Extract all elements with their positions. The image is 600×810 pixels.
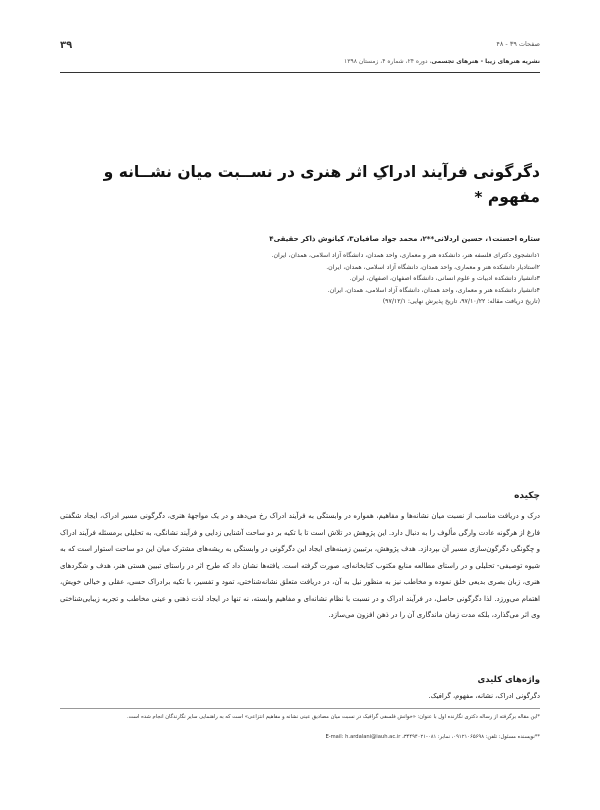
title-line-1: دگرگونی فرآیند ادراکِ اثر هنری در نســبت میان نشــانه و bbox=[103, 163, 540, 181]
affiliation-2: ۲استادیار دانشکده هنر و معماری، واحد همدان، دانشگاه آزاد اسلامی، همدان، ایران. bbox=[326, 263, 540, 271]
journal-issue: دوره ۲۴، شماره ۴، زمستان ۱۳۹۸ bbox=[344, 58, 428, 65]
authors: ستاره احسنت۱، حسین اردلانی**۲، محمد جواد صافیان۳، کیانوش ذاکر حقیقی۴ bbox=[269, 235, 540, 243]
title-line-2: مفهوم * bbox=[474, 188, 540, 206]
abstract-body: درک و دریافت مناسب از نسبت میان نشانه‌ها و مفاهیم، همواره در وابستگی به فرآیند ادراک رخ می‌دهد و در یک مواجههٔ هنری، دگرگونی مسیر ادراک، ایجاد شگفتی فارغ از هرگونه عادت وارگی مألوف را به دنبال دارد. این پژوهش در تلاش است تا با تکیه بر دو ساحت آشنایی زدایی و فرآیند نشانگی، به تحلیلی برمسئله فرآیند ادراک و چگونگی دگرگون‌سازی مسیر آن بپردازد. هدف پژوهش، برتبیین زمینه‌های ایجاد این دگرگونی در وابستگی به ریشه‌های مشترک میان این دو ساحت استوار است که به شیوه توصیفی- تحلیلی و در راستای مطالعه منابع مکتوب کتابخانه‌ای، صورت گرفته است. یافته‌ها نشان داد که طرح اثر در راستای تبیین هستی هنر، هدف و شگردهای هنری، زبان بصری بدیعی خلق نموده و مخاطب نیز به منظور نیل به آن، در دریافت متعلق نشانه‌شناختی، تمود و تفسیر، با تکیه برادراک حسی، عقلی و خیالی خویش، اهتمام می‌ورزد. لذا دگرگونی حاصل، در فرآیند ادراک و در نسبت با نظام نشانه‌ای و مفاهیم وابسته، نه تنها در ایجاد لذت ذهنی و عینی مخاطب و تجربه زیبایی‌شناختی وی اثر می‌گذارد، بلکه مدت زمان ماندگاری آن را در ذهن افزون می‌سازد. bbox=[60, 512, 540, 619]
journal-name: نشریه هنرهای زیبا - هنرهای تجسمی bbox=[431, 58, 540, 65]
article-dates: (تاریخ دریافت مقاله: ۹۷/۱۰/۲۲، تاریخ پذیرش نهایی: ۹۷/۱۲/۱) bbox=[382, 298, 540, 305]
affiliation-1: ۱دانشجوی دکترای فلسفه هنر، دانشکده هنر و معماری، واحد همدان، دانشگاه آزاد اسلامی، همدان، ایران. bbox=[271, 252, 540, 259]
keywords-body: دگرگونی ادراک، نشانه، مفهوم، گرافیک. bbox=[428, 692, 540, 700]
footnote-2: **نویسنده مسئول: تلفن: ۰۹۱۲۱۰۶۵۶۹۸، نمابر: ۰۸۱-۳۴۴۹۴۰۲۱، E-mail: h.ardalani@iauh.ac.ir bbox=[325, 734, 540, 740]
pages-range: صفحات ۳۹ - ۴۸ bbox=[496, 40, 540, 48]
journal-info: نشریه هنرهای زیبا - هنرهای تجسمی، دوره ۲۴، شماره ۴، زمستان ۱۳۹۸ bbox=[344, 58, 540, 65]
keywords-heading: واژه‌های کلیدی bbox=[477, 675, 540, 685]
abstract-heading: چکیده bbox=[514, 491, 540, 501]
footnote-rule bbox=[60, 708, 540, 709]
header-rule bbox=[60, 72, 540, 73]
affiliations bbox=[60, 250, 540, 308]
page-number: ۳۹ bbox=[60, 40, 73, 51]
footnote-1: *این مقاله برگرفته از رساله دکتری نگارنده اول با عنوان: «خوانش فلسفی گرافیک در نسبت میان مصادیق عینی نشانه و مفاهیم انتزاعی» است که به راهنمایی سایر نگارندگان انجام شده است. bbox=[126, 714, 540, 720]
affiliation-4: ۴دانشیار دانشکده هنر و معماری، واحد همدان، دانشگاه آزاد اسلامی، همدان، ایران. bbox=[327, 286, 540, 294]
article-title bbox=[60, 160, 540, 210]
affiliation-3: ۳دانشیار دانشکده ادبیات و علوم انسانی، دانشگاه اصفهان، اصفهان، ایران. bbox=[349, 275, 540, 282]
